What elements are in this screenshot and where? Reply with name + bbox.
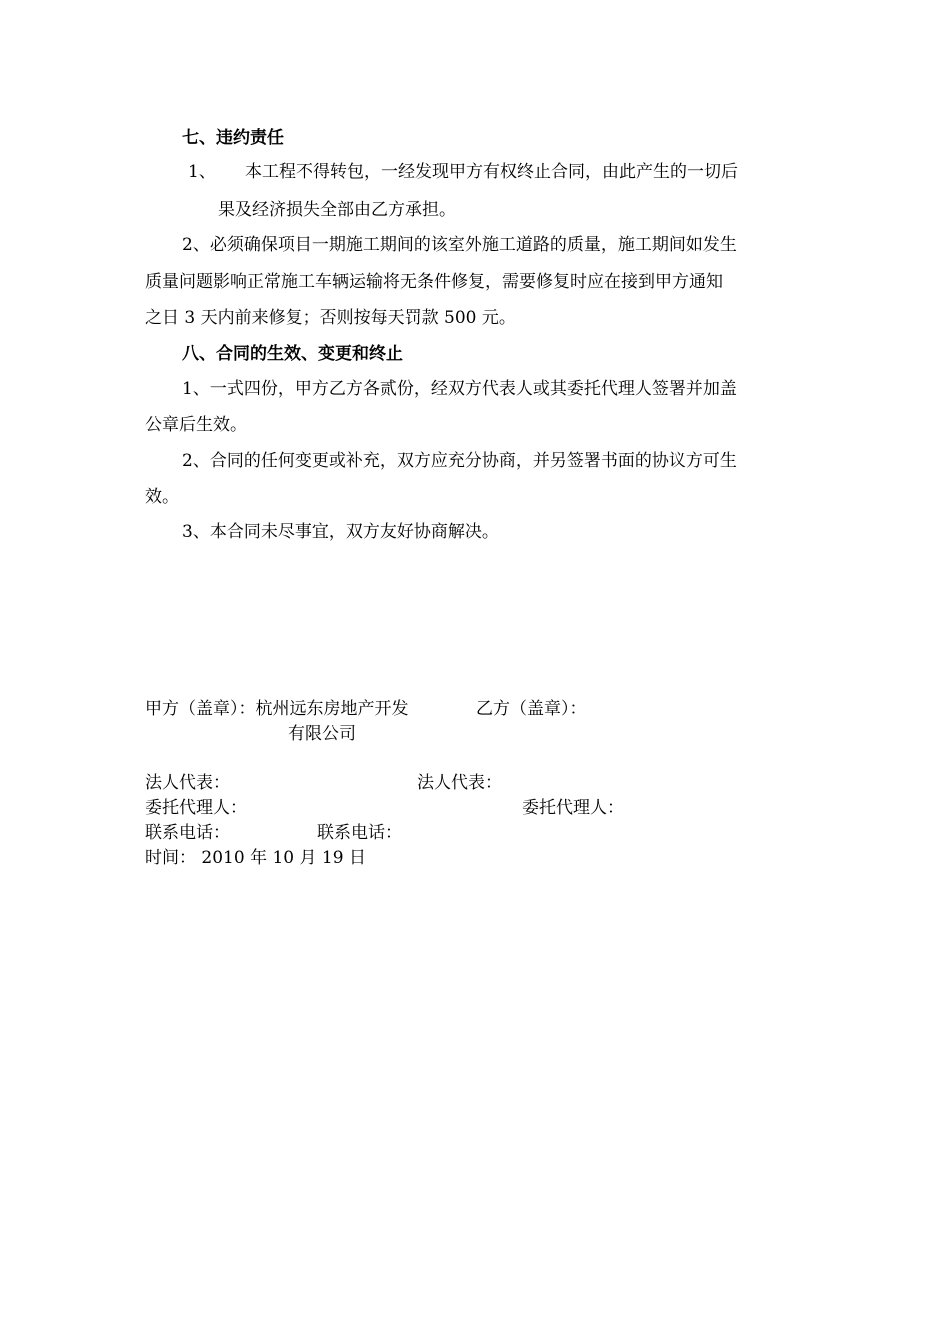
legal-rep-b: 法人代表：	[417, 773, 502, 793]
signing-date: 时间： 2010 年 10 月 19 日	[145, 848, 366, 868]
section-8-title: 八、合同的生效、变更和终止	[182, 344, 403, 364]
section-7-item-2-line-3: 之日 3 天内前来修复；否则按每天罚款 500 元。	[145, 308, 516, 328]
phone-a: 联系电话：	[145, 823, 230, 843]
section-7-title: 七、违约责任	[182, 128, 284, 148]
agent-b: 委托代理人：	[522, 798, 624, 818]
party-a-name-line-2: 有限公司	[288, 724, 356, 744]
section-7-item-1-line-2: 果及经济损失全部由乙方承担。	[218, 200, 456, 220]
section-8-item-1-line-2: 公章后生效。	[145, 415, 247, 435]
section-7-item-1-number: 1、	[188, 162, 216, 182]
section-8-item-2-line-2: 效。	[145, 487, 179, 507]
legal-rep-a: 法人代表：	[145, 773, 230, 793]
section-8-item-3: 3、本合同未尽事宜，双方友好协商解决。	[182, 522, 499, 542]
party-a-label: 甲方（盖章）：杭州远东房地产开发	[145, 699, 409, 719]
party-b-label: 乙方（盖章）：	[476, 699, 587, 719]
agent-a: 委托代理人：	[145, 798, 247, 818]
section-7-item-2-line-1: 2、必须确保项目一期施工期间的该室外施工道路的质量，施工期间如发生	[182, 235, 737, 255]
section-8-item-1-line-1: 1、一式四份，甲方乙方各贰份，经双方代表人或其委托代理人签署并加盖	[182, 379, 737, 399]
section-7-item-2-line-2: 质量问题影响正常施工车辆运输将无条件修复，需要修复时应在接到甲方通知	[145, 272, 723, 292]
section-8-item-2-line-1: 2、合同的任何变更或补充，双方应充分协商，并另签署书面的协议方可生	[182, 451, 737, 471]
phone-b: 联系电话：	[317, 823, 402, 843]
section-7-item-1-line-1: 本工程不得转包，一经发现甲方有权终止合同，由此产生的一切后	[245, 162, 738, 182]
